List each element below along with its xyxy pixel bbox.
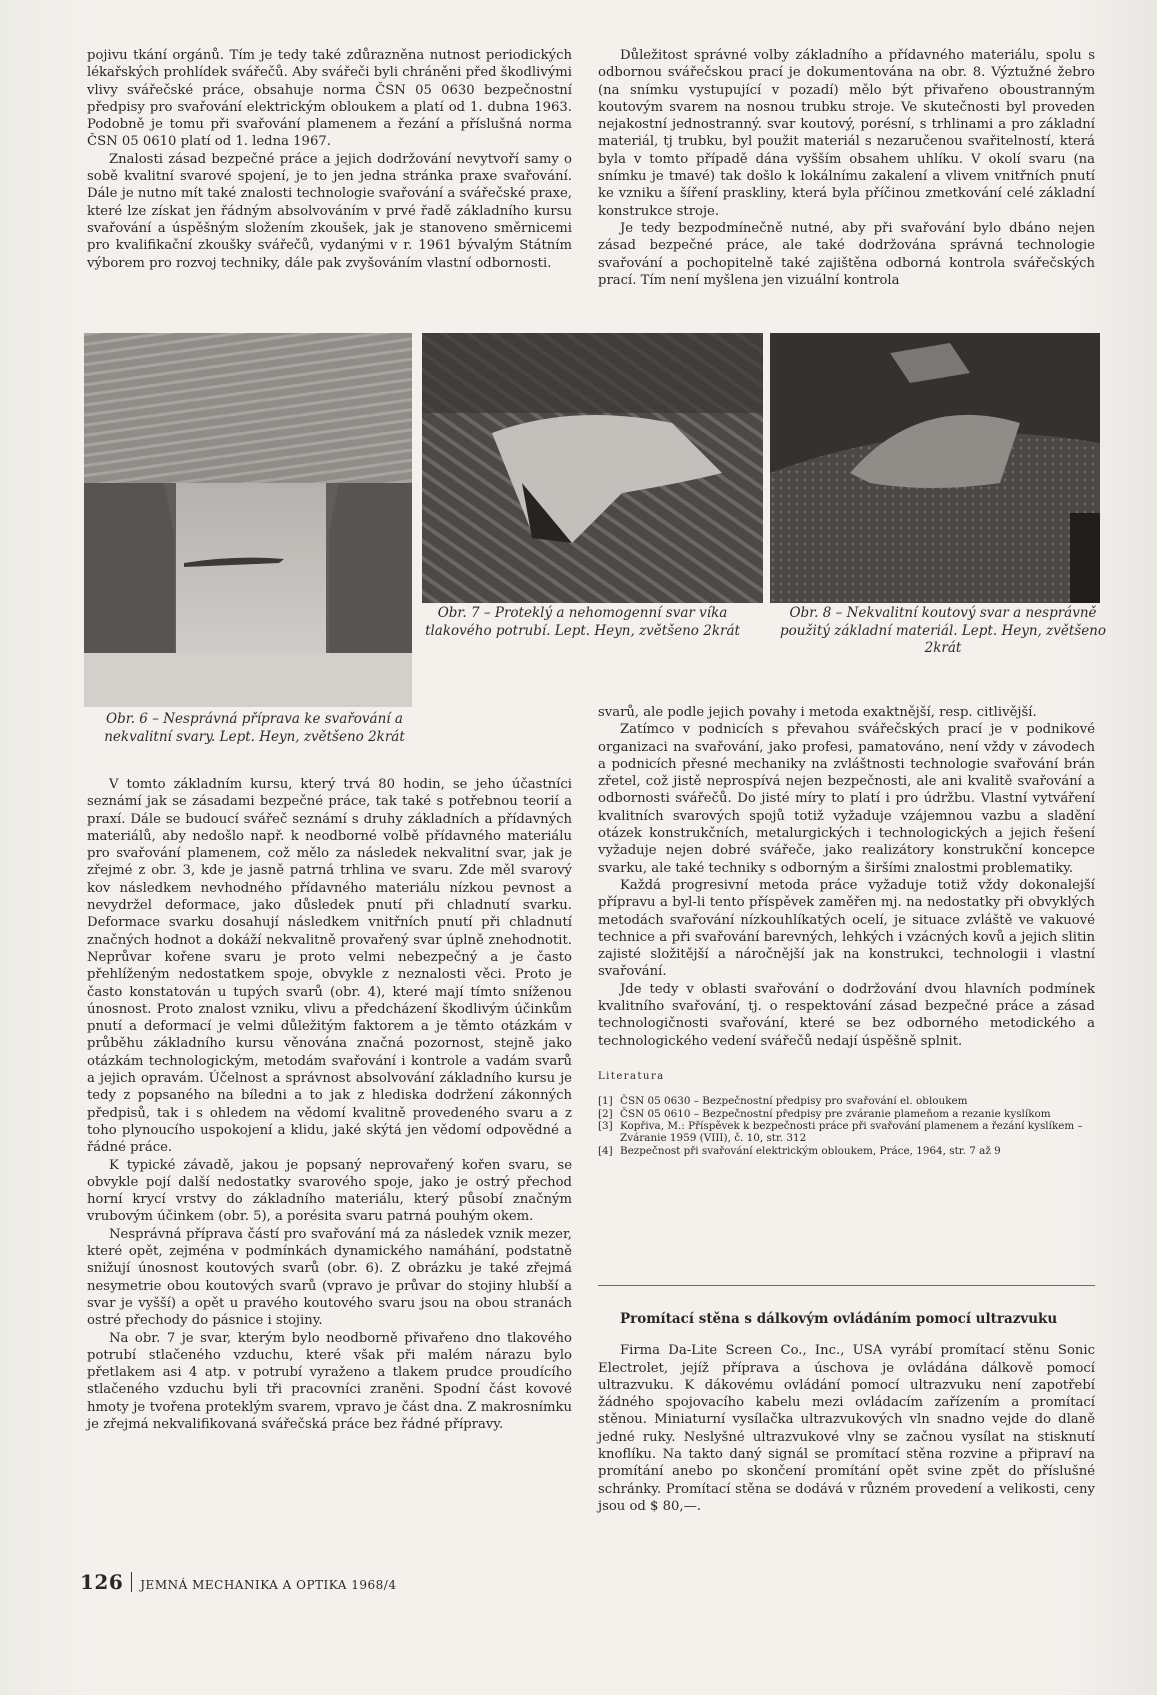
page-number: 126 — [80, 1570, 124, 1594]
caption-obr8: Obr. 8 – Nekvalitní koutový svar a nesprávně použitý základní materiál. Lept. Heyn, zvětšeno 2krát — [779, 605, 1107, 656]
article-title: Promítací stěna s dálkovým ovládáním pomocí ultrazvuku — [620, 1311, 1058, 1327]
paragraph: V tomto základním kursu, který trvá 80 hodin, se jeho účastníci seznámí jak se zásadami bezpečné práce, tak také s potřebnou teorií a praxí. Dále se budoucí svářeč seznámí s druhy základních a přídavných materiálů, aby nedošlo např. k neodborné volbě přídavného materiálu pro svařování plamenem, což mělo za následek nekvalitní svar, jak je zřejmé z obr. 3, kde je jasně patrná trhlina ve svaru. Zde měl svarový kov následkem nevhodného přídavného materiálu nízkou pevnost a nevydržel deformace, jako důsledek pnutí při chladnutí svarku. Deformace svarku dosahují následkem vnitřních pnutí při chladnutí značných hodnot a dokáží nekvalitně provařený svar úplně znehodnotit. Neprůvar kořene svaru je proto velmi nebezpečný a je často přehlíženým nedostatkem spoje, obvykle z neznalosti věci. Proto je často konstatován u tupých svarů (obr. 4), které mají tímto sníženou únosnost. Proto znalost vzniku, vlivu a předcházení škodlivým účinkům pnutí a deformací je velmi důležitým faktorem a je těmto otázkám v průběhu základního kursu věnována značná pozornost, stejně jako otázkám technologickým, metodám svařování i kontrole a vadám svarů a jejich opravám. Účelnost a správnost absolvování základního kursu je tedy z popsaného na bíledni a to jak z hlediska dodržení zákonných předpisů, tak i s ohledem na vědomí kvalitně provedeného svaru a z toho plynoucího uspokojení a klidu, jaké skýtá jen vědomí odpovědné a řádné práce. — [87, 777, 572, 1156]
paragraph: K typické závadě, jakou je popsaný neprovařený kořen svaru, se obvykle pojí další nedostatky svarového spoje, jako je ostrý přechod horní krycí vrstvy do základního materiálu, který působí značným vrubovým účinkem (obr. 5), a porésita svaru patrná pouhým okem. — [87, 1157, 572, 1225]
caption-obr7: Obr. 7 – Proteklý a nehomogenní svar víka tlakového potrubí. Lept. Heyn, zvětšeno 2krát — [425, 605, 740, 639]
text-column-top-right — [598, 47, 1095, 289]
photo-obr7 — [422, 333, 763, 603]
literature-item: [1] ČSN 05 0630 – Bezpečnostní předpisy pro svařování el. obloukem — [598, 1095, 968, 1108]
paragraph: Jde tedy v oblasti svařování o dodržování dvou hlavních podmínek kvalitního svařování, tj. o respektování zásad bezpečné práce a zásad technologičnosti svařování, které se bez odborného metodického a technologického vedení svářečů nedají úspěšně splnit. — [598, 981, 1095, 1049]
text-column-top-left — [87, 47, 572, 272]
paragraph: Firma Da-Lite Screen Co., Inc., USA vyrábí promítací stěnu Sonic Electrolet, jejíž příprava a úschova je ovládána dálkově pomocí ultrazvuku. K dákovému ovládání pomocí ultrazvuku není zapotřebí žádného spojovacího kabelu mezi ovládacím zařízením a promítací stěnou. Miniaturní vysílačka ultrazvukových vln snadno vejde do dlaně jedné ruky. Neslyšné ultrazvukové vlny se začnou vysílat na stisknutí knoflíku. Na takto daný signál se promítací stěna rozvine a připraví na promítání anebo po skončení promítání opět svine zpět do příslušné schránky. Promítací stěna se dodává v různém provedení a velikosti, ceny jsou od $ 80,—. — [598, 1343, 1095, 1514]
article-ultrasound — [598, 1311, 1095, 1515]
paragraph: Na obr. 7 je svar, kterým bylo neodborně přivařeno dno tlakového potrubí stlačeného vzduchu, které však při malém nárazu bylo přetlakem asi 4 atp. v potrubí vyraženo a tlakem prudce proudícího stlačeného vzduchu byli tři pracovníci zraněni. Spodní část kovové hmoty je tvořena proteklým svarem, vpravo je část dna. Z makrosnímku je zřejmá nekvalifikovaná svářečská práce bez řádné přípravy. — [87, 1330, 572, 1432]
literature-item: [2] ČSN 05 0610 – Bezpečnostní předpisy pre zváranie plameňom a rezanie kyslíkom — [598, 1107, 1051, 1120]
text-column-bottom-right — [598, 704, 1095, 1157]
section-divider — [598, 1285, 1095, 1286]
paragraph: Nesprávná příprava částí pro svařování má za následek vznik mezer, které opět, zejména v podmínkách dynamického namáhání, podstatně snižují únosnost koutových svarů (obr. 6). Z obrázku je také zřejmá nesymetrie obou koutových svarů (vpravo je průvar do stojiny hlubší a svar je vyšší) a opět u pravého koutového svaru jsou na obou stranách ostré přechody do pásnice i stojiny. — [87, 1226, 572, 1329]
paragraph: Je tedy bezpodmínečně nutné, aby při svařování bylo dbáno nejen zásad bezpečné práce, ale také dodržována správná technologie svařování a pochopitelně také zajištěna odborná kontrola svářečských prací. Tím není myšlena jen vizuální kontrola — [598, 220, 1095, 288]
footer-separator — [131, 1572, 132, 1592]
literature-item: [4] Bezpečnost při svařování elektrickým obloukem, Práce, 1964, str. 7 až 9 — [598, 1144, 1001, 1157]
paragraph: Každá progresivní metoda práce vyžaduje totiž vždy dokonalejší přípravu a byl-li tento příspěvek zaměřen mj. na nedostatky při obvyklých metodách svařování nízkouhlíkatých ocelí, je situace zvláště ve vakuové technice a při svařování barevných, lehkých i vzácných kovů a jejich slitin zajisté složitější a náročnější jak na konstrukci, technologii i vlastní svařování. — [598, 877, 1095, 980]
paragraph: Zatímco v podnicích s převahou svářečských prací je v podnikové organizaci na svařování, jako profesi, pamatováno, není vždy v závodech a podnicích přesné mechaniky na zvláštnosti technologie svařování brán zřetel, což jistě neprospívá nejen bezpečnosti, ale ani kvalitě svařování a odbornosti svářečů. Do jisté míry to platí i pro údržbu. Vlastní vytváření kvalitních svarových spojů totiž vyžaduje vzájemnou vazbu a sladění otázek konstrukčních, metalurgických i technologických a jejich řešení vyžaduje nejen dobré svářeče, jako realizátory konstrukční koncepce svarku, ale také techniky s odborným a širšími znalostmi problematiky. — [598, 722, 1095, 876]
caption-obr6: Obr. 6 – Nesprávná příprava ke svařování a nekvalitní svary. Lept. Heyn, zvětšeno 2krát — [104, 711, 405, 745]
paragraph: svarů, ale podle jejich povahy i metoda exaktnější, resp. citlivější. — [598, 705, 1037, 720]
photo-obr6 — [84, 333, 412, 707]
journal-name: JEMNÁ MECHANIKA A OPTIKA 1968/4 — [140, 1578, 397, 1592]
paragraph: Důležitost správné volby základního a přídavného materiálu, spolu s odbornou svářečskou prací je dokumentována na obr. 8. Výztužné žebro (na snímku vystupující v pozadí) mělo být přivařeno oboustranným koutovým svarem na nosnou trubku stroje. Ve skutečnosti byl proveden nejakostní jednostranný. svar koutový, porésní, s trhlinami a pro základní materiál, tj trubku, byl použit materiál s nezaručenou svařitelností, která byla v tomto případě dána vyšším obsahem uhlíku. V okolí svaru (na snímku je tmavé) tak došlo k lokálnímu zakalení a vlivem vnitřních pnutí ke vzniku a šíření praskliny, která byla příčinou zmetkování celé základní konstrukce stroje. — [598, 48, 1095, 219]
paragraph: pojivu tkání orgánů. Tím je tedy také zdůrazněna nutnost periodických lékařských prohlídek svářečů. Aby svářeči byli chráněni před škodlivými vlivy svářečské práce, obsahuje norma ČSN 05 0630 bezpečnostní předpisy pro svařování elektrickým obloukem a platí od 1. dubna 1963. Podobně je tomu při svařování plamenem a řezání a příslušná norma ČSN 05 0610 platí od 1. ledna 1967. — [87, 48, 572, 150]
page-footer — [80, 1570, 396, 1594]
literature-heading: Literatura — [598, 1070, 665, 1082]
paragraph: Znalosti zásad bezpečné práce a jejich dodržování nevytvoří samy o sobě kvalitní svarové spojení, je to jen jedna stránka praxe svařování. Dále je nutno mít také znalosti technologie svařování a svářečské praxe, které lze získat jen řádným absolvováním v prvé řadě základního kursu svařování a úspěšným složením zkoušek, jak je stanoveno směrnicemi pro kvalifikační zkoušky svářečů, vydanými v r. 1961 bývalým Státním výborem pro rozvoj techniky, dále pak zvyšováním vlastní odbornosti. — [87, 151, 572, 271]
text-column-bottom-left — [87, 776, 572, 1433]
photo-obr8 — [770, 333, 1100, 603]
literature-item: [3] Kopřiva, M.: Příspěvek k bezpečnosti práce při svařování plamenem a řezání kyslíkem – Zváranie 1959 (VIII), č. 10, str. 312 — [598, 1120, 1083, 1145]
